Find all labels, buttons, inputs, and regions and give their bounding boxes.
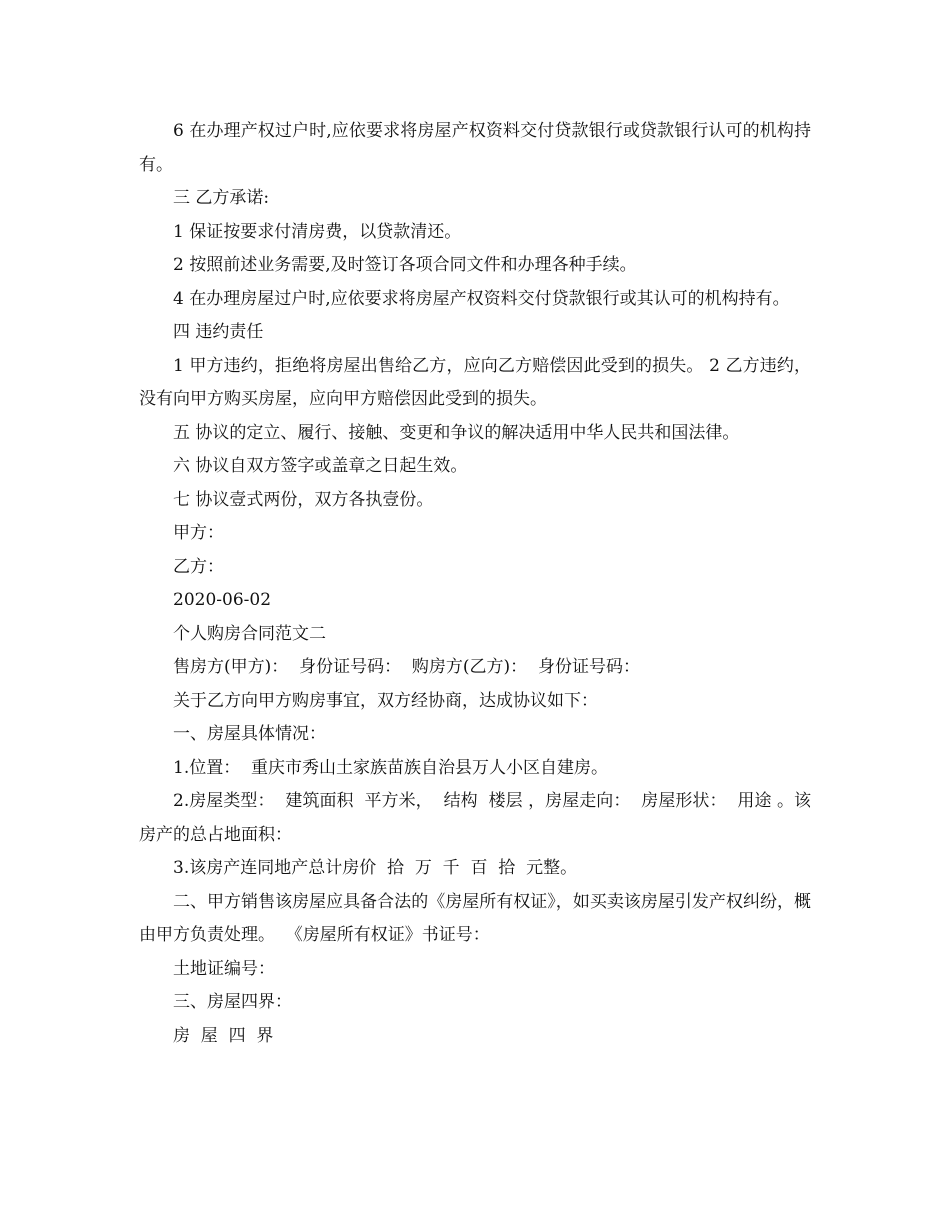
paragraph-price: 3.该房产连同地产总计房价 拾 万 千 百 拾 元整。 [173, 858, 578, 878]
heading-section-4: 四 违约责任 [173, 322, 264, 342]
paragraph-breach: 1 甲方违约，拒绝将房屋出售给乙方，应向乙方赔偿因此受到的损失。 2 乙方违约，没有向甲方购买房屋，应向甲方赔偿因此受到的损失。 [139, 355, 811, 409]
paragraph-item-2: 2 按照前述业务需要,及时签订各项合同文件和办理各种手续。 [173, 255, 637, 275]
paragraph-ownership-cert: 二、甲方销售该房屋应具备合法的《房屋所有权证》，如买卖该房屋引发产权纠纷，概由甲方负责处理。 《房屋所有权证》书证号： [139, 891, 811, 945]
document-title-2: 个人购房合同范文二 [173, 623, 326, 644]
heading-house-details: 一、房屋具体情况： [173, 724, 326, 744]
paragraph-item-1: 1 保证按要求付清房费，以贷款清还。 [173, 221, 462, 242]
party-a-label: 甲方： [173, 523, 224, 543]
date-line: 2020-06-02 [173, 590, 272, 610]
paragraph-house-type: 2.房屋类型： 建筑面积 平方米， 结构 楼层 ，房屋走向： 房屋形状： 用途 。该房产的总占地面积： [139, 791, 811, 845]
parties-line: 售房方(甲方)： 身份证号码： 购房方(乙方)： 身份证号码： [173, 657, 640, 677]
paragraph-item-4: 4 在办理房屋过户时,应依要求将房屋产权资料交付贷款银行或其认可的机构持有。 [173, 288, 790, 309]
heading-house-boundaries: 三、房屋四界： [173, 992, 292, 1012]
heading-section-3: 三 乙方承诺: [173, 188, 270, 208]
paragraph-section-7: 七 协议壹式两份，双方各执壹份。 [173, 489, 434, 510]
document-body [139, 115, 811, 1053]
party-b-label: 乙方： [173, 556, 224, 577]
land-cert-number: 土地证编号： [173, 958, 275, 979]
paragraph-location: 1.位置： 重庆市秀山土家族苗族自治县万人小区自建房。 [173, 757, 609, 778]
intro-line: 关于乙方向甲方购房事宜，双方经协商，达成协议如下： [173, 690, 598, 711]
paragraph-section-6: 六 协议自双方签字或盖章之日起生效。 [173, 456, 468, 476]
house-boundaries-label: 房 屋 四 界 [173, 1025, 274, 1046]
paragraph-clause-6: 6 在办理产权过户时,应依要求将房屋产权资料交付贷款银行或贷款银行认可的机构持有。 [139, 121, 811, 175]
paragraph-section-5: 五 协议的定立、履行、接触、变更和争议的解决适用中华人民共和国法律。 [173, 422, 740, 443]
